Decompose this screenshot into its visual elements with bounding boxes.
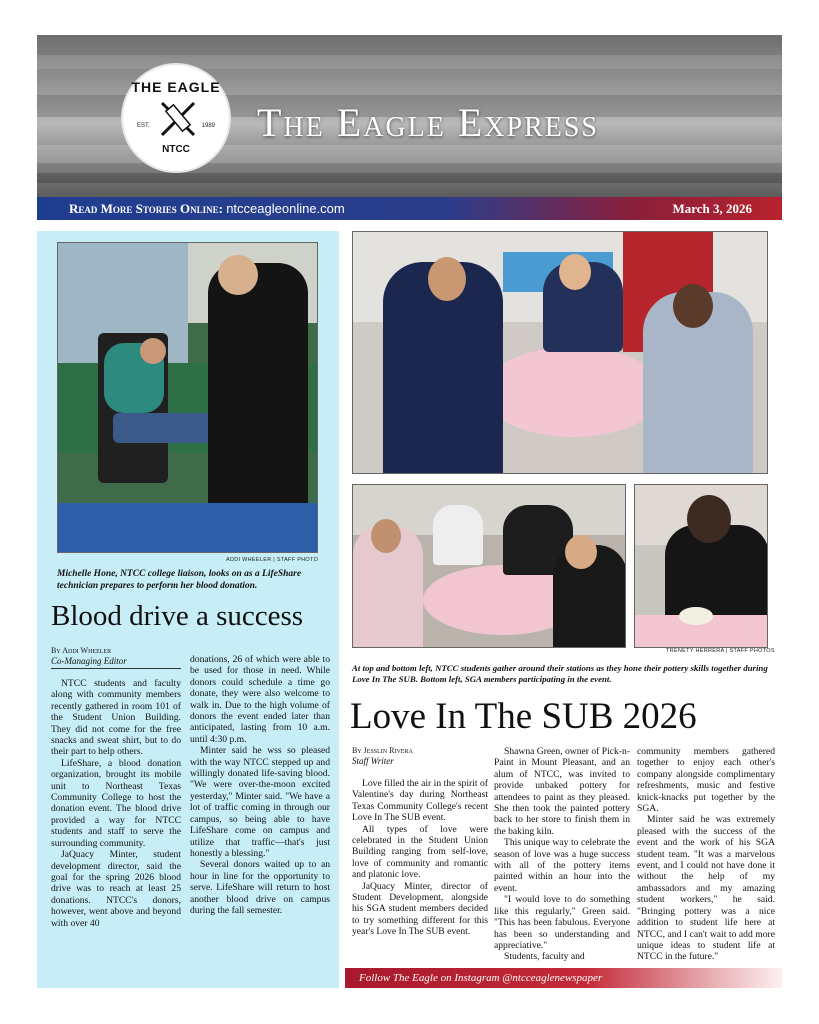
banner-online-link[interactable] (69, 201, 345, 217)
paragraph-continued: community members gathered together to enjoy each other's company alongside complimentary refreshments, music and festive knick-knacks put together by the SGA. (637, 746, 775, 815)
blood-drive-column-1 (51, 678, 181, 929)
paragraph: JaQuacy Minter, student development director, said the goal for the spring 2026 blood drive was to reach at least 25 donations. NTCC's donors, however, went above and beyond with over 40 (51, 849, 181, 929)
masthead-texture (37, 173, 782, 183)
paragraph: JaQuacy Minter, director of Student Development, alongside his SGA student members decided to try something different for this year's Love In The SUB event. (352, 880, 488, 938)
paragraph: Shawna Green, owner of Pick-n-Paint in Mount Pleasant, and an alum of NTCC, was invited to provide unbaked pottery for attendees to paint as they pleased. She then took the painted pottery back to her store to finish them in the baking kiln. (494, 746, 631, 837)
byline-name: By Addi Wheeler (51, 646, 112, 655)
paragraph: This unique way to celebrate the season of love was a huge success with all of the pottery items painted within an hour into the event. (494, 837, 630, 894)
byline-name: By Jesslin Rivera (352, 746, 413, 755)
pottery-photo-bottom-right (634, 484, 768, 648)
love-sub-column-1 (352, 778, 488, 938)
paragraph: Love filled the air in the spirit of Valentine's day during Northeast Texas Community College's recent Love In The SUB event. (352, 778, 488, 824)
blood-drive-photo-credit: ADDI WHEELER | STAFF PHOTO (226, 557, 319, 563)
logo-est-text: EST. (137, 123, 150, 129)
blood-drive-headline: Blood drive a success (51, 600, 304, 632)
issue-date: March 3, 2026 (672, 200, 752, 216)
blood-drive-photo (57, 242, 318, 553)
paragraph: All types of love were celebrated in the Student Union Building ranging from self-love, love of community and romantic and platonic love. (352, 823, 488, 881)
paragraph: NTCC students and faculty along with community members recently gathered in room 101 of the Student Union Building. They did not come for the free snacks and sweat shirt, but to do their part to help others. (51, 678, 181, 758)
byline-divider (51, 668, 181, 669)
love-sub-column-3 (637, 746, 775, 963)
blood-drive-byline (51, 646, 127, 666)
love-sub-headline: Love In The SUB 2026 (350, 696, 697, 737)
instagram-footer[interactable]: Follow The Eagle on Instagram @ntcceaglenewspaper (345, 968, 782, 988)
banner-url[interactable]: ntcceagleonline.com (226, 200, 345, 216)
quill-pen-icon (156, 99, 200, 139)
love-sub-caption: At top and bottom left, NTCC students gather around their stations as they hone their pottery skills together during Love In The SUB. Bottom left, SGA members participating in the event. (352, 663, 768, 684)
logo-top-text: THE EAGLE (131, 79, 221, 95)
byline-role: Co-Managing Editor (51, 656, 127, 666)
byline-role: Staff Writer (352, 756, 394, 766)
newspaper-title: The Eagle Express (257, 100, 599, 145)
pottery-photo-bottom-left (352, 484, 626, 648)
banner-prefix: Read More Stories Online: (69, 200, 227, 216)
banner (37, 197, 782, 220)
blood-drive-caption: Michelle Hone, NTCC college liaison, looks on as a LifeShare technician prepares to perform her blood donation. (57, 569, 302, 591)
paragraph: "I would love to do something like this regularly," Green said. "This has been fabulous. Everyone has been so understanding and appreciative." (494, 894, 630, 951)
love-sub-photo-credit: TRENETY HERRERA | STAFF PHOTOS (666, 648, 775, 654)
pottery-photo-top (352, 231, 768, 474)
paragraph-continued: donations, 26 of which were able to be used for those in need. While donors could schedule a time go donate, they were also welcome to walk in. Due to the high volume of donors the event ended later than anticipated, lasting from 10 a.m. until 4:30 p.m. (190, 654, 330, 745)
blood-drive-column-2 (190, 654, 330, 916)
paragraph: Minter said he was extremely pleased with the success of the event and the work of his SGA student team. "It was a marvelous event, and I could not have done it without the help of my ambassadors and my amazing student workers," he said. "Bringing pottery was a nice addition to student life here at NTCC, and I can't wait to add more unique ideas to student life at NTCC in the future." (637, 814, 775, 963)
paragraph: Several donors waited up to an hour in line for the opportunity to serve. LifeShare will return to host another blood drive on campus during the fall semester. (190, 859, 330, 916)
masthead (37, 35, 782, 197)
logo-bottom-text: NTCC (162, 144, 190, 155)
paragraph: Minter said he wss so pleased with the way NTCC stepped up and willingly donated life-saving blood. "We were over-the-moon excited yesterday," Minter said. "We have a lot of traffic coming in through our campus, so being able to have LifeShare come on campus and utilize that traffic—that's just honestly a blessing." (190, 745, 330, 859)
love-sub-column-2 (494, 746, 630, 963)
paragraph: LifeShare, a blood donation organization, brought its mobile unit to Northeast Texas Community College to host the donation event. The blood drive provided a way for NTCC students and staff to serve the surrounding community. (51, 757, 181, 849)
logo-year-text: 1989 (201, 123, 215, 129)
love-sub-byline (352, 746, 413, 766)
paragraph: Students, faculty and (504, 951, 585, 963)
eagle-logo (121, 63, 231, 173)
masthead-texture (37, 55, 782, 69)
